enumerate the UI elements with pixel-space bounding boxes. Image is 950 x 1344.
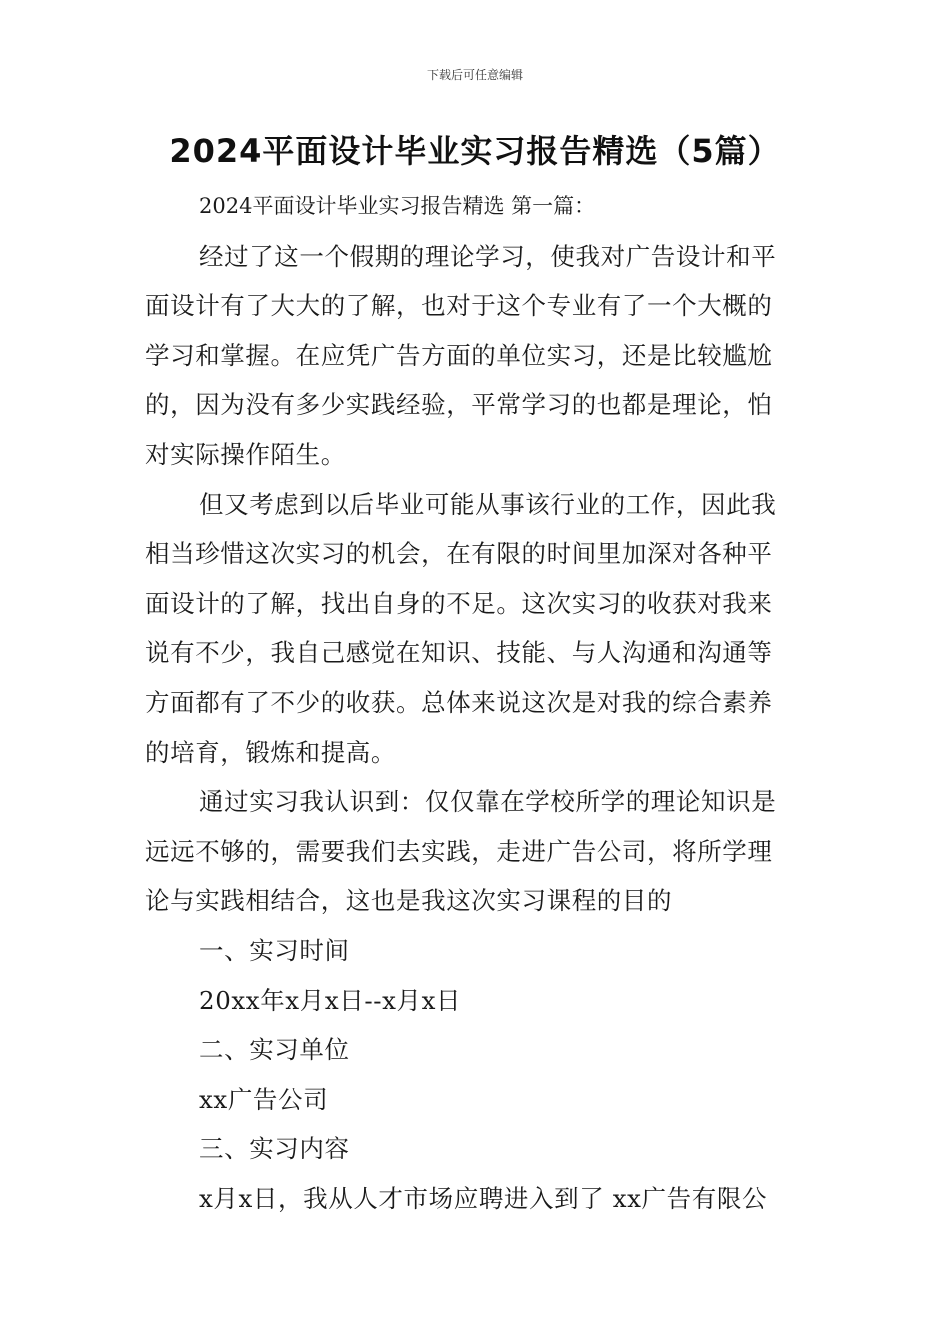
text-line: 说有不少，我自己感觉在知识、技能、与人沟通和沟通等 [145, 638, 773, 668]
text-line: 对实际操作陌生。 [145, 439, 346, 469]
header-note: 下载后可任意编辑 [426, 68, 523, 82]
text-line: 的，因为没有多少实践经验，平常学习的也都是理论，怕 [145, 390, 773, 420]
text-line: 经过了这一个假期的理论学习，使我对广告设计和平 [199, 241, 777, 271]
text-line: 三、实习内容 [199, 1134, 350, 1164]
text-line: 面设计的了解，找出自身的不足。这次实习的收获对我来 [145, 588, 773, 618]
text-line: 面设计有了大大的了解，也对于这个专业有了一个大概的 [145, 291, 773, 321]
text-line: 一、实习时间 [199, 935, 350, 965]
text-line: 远远不够的，需要我们去实践，走进广告公司，将所学理 [145, 836, 773, 866]
text-line: 二、实习单位 [199, 1035, 350, 1065]
document-body [145, 182, 805, 1223]
text-line: x月x日，我从人才市场应聘进入到了 xx广告有限公 [199, 1183, 768, 1213]
text-line: 的培育，锻炼和提高。 [145, 737, 396, 767]
text-line: 但又考虑到以后毕业可能从事该行业的工作，因此我 [199, 489, 777, 519]
text-line: 相当珍惜这次实习的机会，在有限的时间里加深对各种平 [145, 539, 773, 569]
text-line: 论与实践相结合，这也是我这次实习课程的目的 [145, 886, 673, 916]
text-line: 20xx年x月x日--x月x日 [199, 985, 462, 1015]
text-line: 方面都有了不少的收获。总体来说这次是对我的综合素养 [145, 687, 773, 717]
text-line: 学习和掌握。在应凭广告方面的单位实习，还是比较尴尬 [145, 340, 773, 370]
text-line: xx广告公司 [199, 1084, 329, 1114]
text-line: 2024平面设计毕业实习报告精选 第一篇： [199, 194, 596, 218]
document-title: 2024平面设计毕业实习报告精选（5篇） [169, 132, 781, 170]
text-line: 通过实习我认识到：仅仅靠在学校所学的理论知识是 [199, 787, 777, 817]
